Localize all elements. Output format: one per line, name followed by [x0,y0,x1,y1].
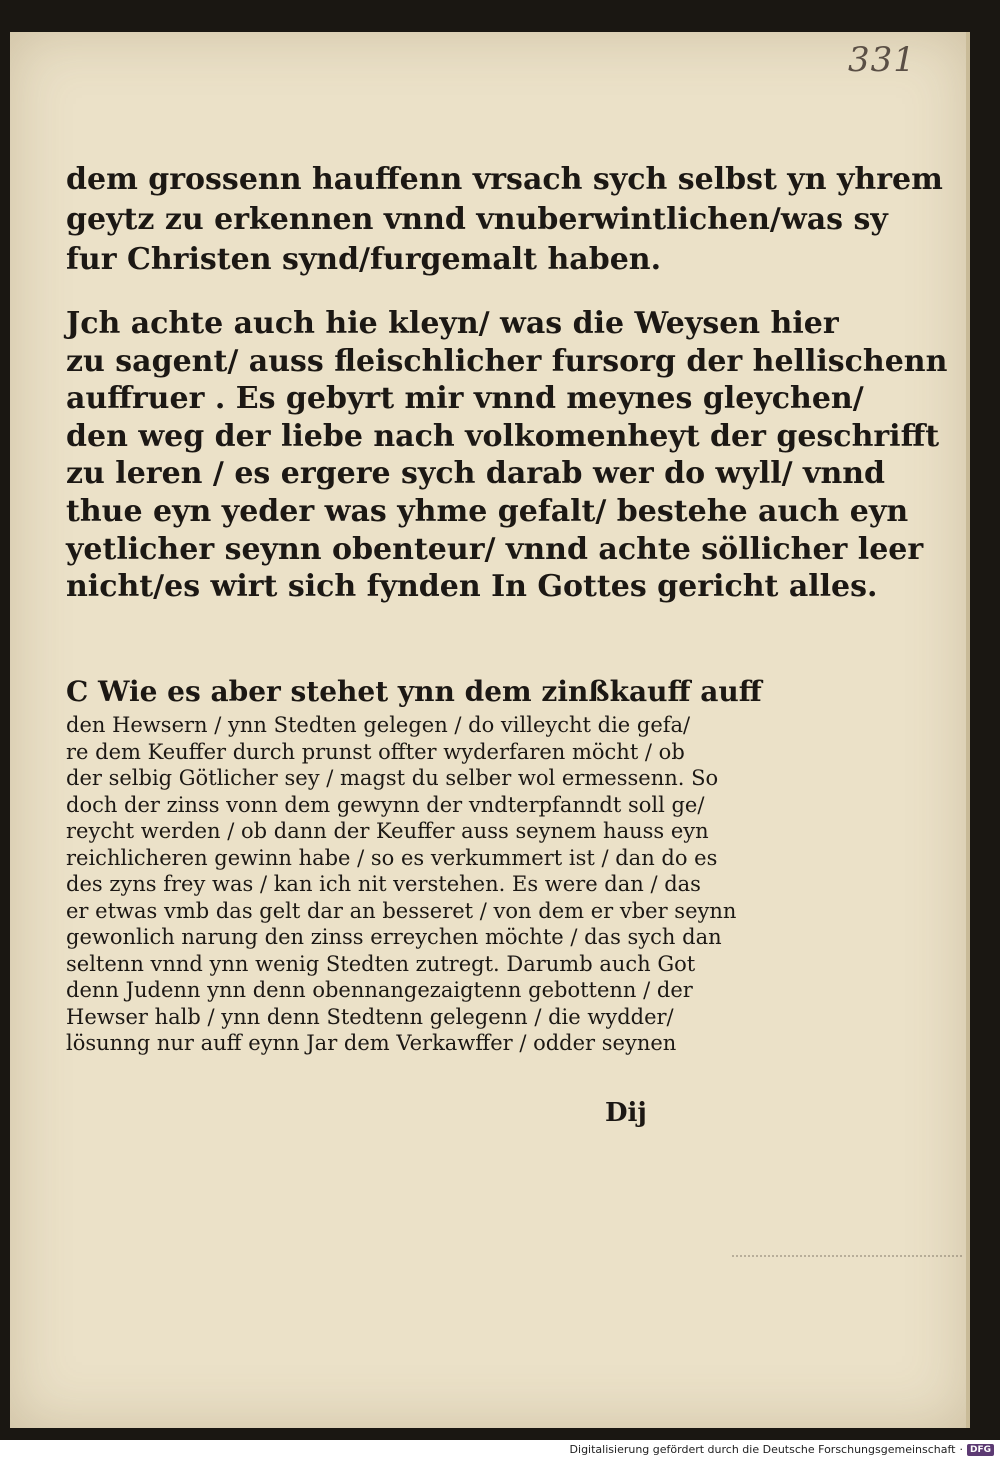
text-line: er etwas vmb das gelt dar an besseret / von dem er vber seynn [66,898,737,923]
text-line: doch der zinss vonn dem gewynn der vndterpfanndt soll ge/ [66,792,705,817]
text-line: reichlicheren gewinn habe / so es verkummert ist / dan do es [66,845,718,870]
signature-mark: Dij [605,1098,647,1128]
page-edge [966,32,970,1428]
text-line: nicht/es wirt sich fynden In Gottes gericht alles. [66,569,878,605]
text-line: des zyns frey was / kan ich nit verstehen. Es were dan / das [66,872,701,896]
text-line: der selbig Götlicher sey / magst du selber wol ermessenn. So [66,766,719,790]
paragraph-1 [66,160,943,280]
text-line: dem grossenn hauffenn vrsach sych selbst yn yhrem [66,162,943,197]
text-line: seltenn vnnd ynn wenig Stedten zutregt. Darumb auch Got [66,951,696,976]
dfg-logo-icon: DFG [967,1444,994,1456]
text-line: den Hewsern / ynn Stedten gelegen / do villeycht die gefa/ [66,713,691,737]
text-line: yetlicher seynn obenteur/ vnnd achte söllicher leer [66,531,924,567]
text-line: fur Christen synd/furgemalt haben. [66,242,662,277]
section-heading-line: C Wie es aber stehet ynn dem zinßkauff auff [66,675,762,708]
text-line: thue eyn yeder was yhme gefalt/ bestehe auch eyn [66,493,909,529]
text-line: geytz zu erkennen vnnd vnuberwintlichen/was sy [66,202,888,237]
text-line: lösunng nur auff eynn Jar dem Verkawffer / odder seynen [66,1031,677,1055]
text-line: zu leren / es ergere sych darab wer do wyll/ vnnd [66,456,886,492]
text-line: gewonlich narung den zinss erreychen möchte / das sych dan [66,925,722,949]
text-line: Hewser halb / ynn denn Stedtenn gelegenn / die wydder/ [66,1004,674,1029]
text-line: denn Judenn ynn denn obennangezaigtenn gebottenn / der [66,978,693,1002]
text-line: zu sagent/ auss fleischlicher fursorg der hellischenn [66,343,948,379]
text-line: re dem Keuffer durch prunst offter wyderfaren möcht / ob [66,739,685,764]
page-speckle [732,1255,962,1257]
text-line: reycht werden / ob dann der Keuffer auss seynem hauss eyn [66,819,709,843]
paragraph-2 [66,305,948,606]
text-line: Jch achte auch hie kleyn/ was die Weysen hier [66,306,839,341]
credit-text: Digitalisierung gefördert durch die Deutsche Forschungsgemeinschaft [569,1443,956,1456]
text-line: den weg der liebe nach volkomenheyt der geschrifft [66,418,940,454]
paragraph-3 [66,672,762,1057]
digitization-credit [570,1443,994,1456]
credit-separator: · [959,1443,963,1456]
folio-number: 331 [848,40,916,80]
text-line: auffruer . Es gebyrt mir vnnd meynes gleychen/ [66,381,864,417]
